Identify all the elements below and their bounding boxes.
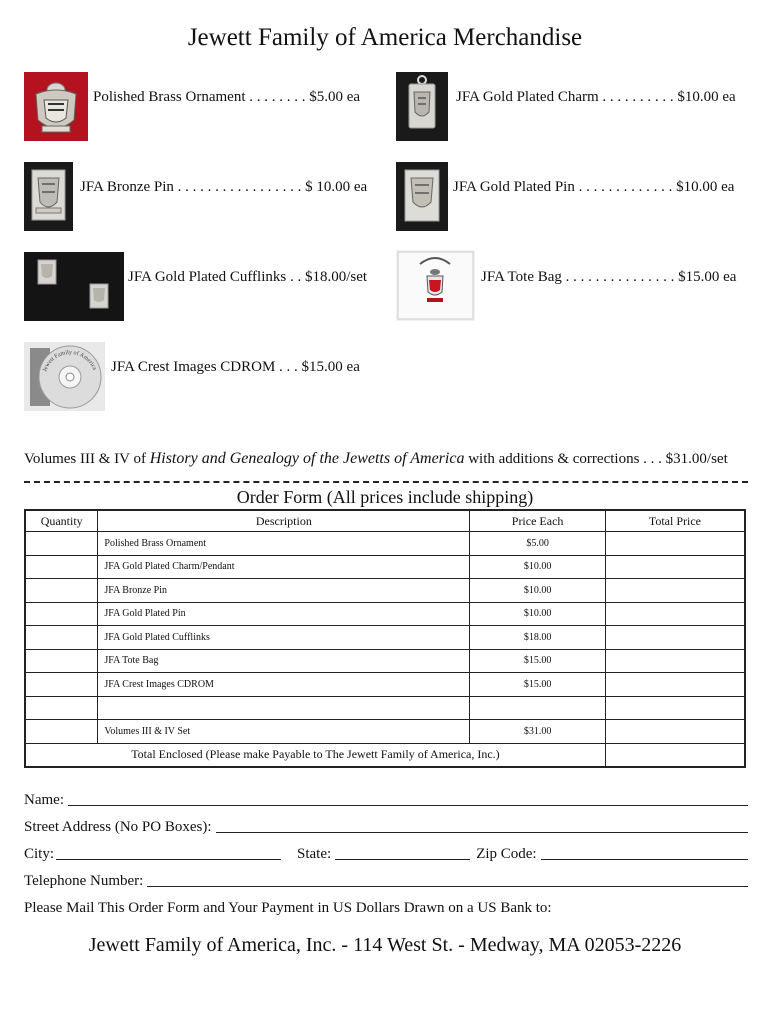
quantity-cell[interactable]	[25, 696, 98, 720]
name-field[interactable]	[68, 804, 748, 806]
description-cell: Volumes III & IV Set	[98, 720, 470, 744]
description-cell	[98, 696, 470, 720]
brass-ornament-image	[24, 72, 88, 141]
product-bronze-pin: JFA Bronze Pin . . . . . . . . . . . . . . . . . $ 10.00 ea	[80, 179, 368, 195]
order-form-table	[24, 509, 746, 768]
cufflinks-image	[24, 252, 124, 321]
product-gold-pin: JFA Gold Plated Pin . . . . . . . . . . . . . $10.00 ea	[453, 179, 735, 195]
header-quantity: Quantity	[25, 510, 98, 532]
product-gold-charm: JFA Gold Plated Charm . . . . . . . . . . $10.00 ea	[456, 89, 736, 105]
table-row	[25, 626, 745, 650]
quantity-cell[interactable]	[25, 720, 98, 744]
table-header-row	[25, 510, 745, 532]
total-cell[interactable]	[605, 602, 745, 626]
gold-pin-image	[396, 162, 448, 231]
product-cufflinks: JFA Gold Plated Cufflinks . . $18.00/set	[128, 269, 368, 285]
total-cell[interactable]	[605, 555, 745, 579]
price-cell: $15.00	[470, 649, 606, 673]
total-enclosed-cell[interactable]	[605, 743, 745, 767]
quantity-cell[interactable]	[25, 626, 98, 650]
volumes-suffix: with additions & corrections . . . $31.00/set	[464, 451, 728, 467]
cut-line-divider	[24, 481, 748, 483]
total-cell[interactable]	[605, 649, 745, 673]
description-cell: JFA Tote Bag	[98, 649, 470, 673]
price-cell	[470, 696, 606, 720]
mail-instruction: Please Mail This Order Form and Your Payment in US Dollars Drawn on a US Bank to:	[24, 900, 552, 916]
product-brass-ornament: Polished Brass Ornament . . . . . . . . $5.00 ea	[93, 89, 361, 105]
gold-charm-image	[396, 72, 448, 141]
state-field[interactable]	[335, 858, 470, 860]
table-row	[25, 720, 745, 744]
description-cell: JFA Gold Plated Pin	[98, 602, 470, 626]
order-form-title: Order Form (All prices include shipping)	[236, 487, 534, 507]
description-cell: JFA Crest Images CDROM	[98, 673, 470, 697]
table-row	[25, 696, 745, 720]
description-cell: Polished Brass Ornament	[98, 532, 470, 556]
price-cell: $10.00	[470, 602, 606, 626]
total-cell[interactable]	[605, 626, 745, 650]
table-row	[25, 673, 745, 697]
table-row	[25, 649, 745, 673]
name-field-row	[24, 792, 748, 809]
street-field-row	[24, 819, 748, 836]
zip-field[interactable]	[541, 858, 748, 860]
cdrom-disc-label: Jewett Family of America	[42, 349, 98, 373]
name-label: Name:	[24, 792, 64, 808]
phone-label: Telephone Number:	[24, 873, 144, 889]
quantity-cell[interactable]	[25, 579, 98, 603]
quantity-cell[interactable]	[25, 649, 98, 673]
volumes-prefix: Volumes III & IV of	[24, 451, 150, 467]
total-cell[interactable]	[605, 673, 745, 697]
volumes-offer	[24, 450, 728, 468]
table-row	[25, 555, 745, 579]
city-label: City:	[24, 846, 55, 862]
mailing-address: Jewett Family of America, Inc. - 114 West St. - Medway, MA 02053-2226	[88, 934, 682, 956]
bronze-pin-image	[24, 162, 73, 231]
total-enclosed-label: Total Enclosed (Please make Payable to The Jewett Family of America, Inc.)	[25, 743, 605, 767]
city-field[interactable]	[56, 858, 281, 860]
description-cell: JFA Gold Plated Charm/Pendant	[98, 555, 470, 579]
quantity-cell[interactable]	[25, 673, 98, 697]
city-state-zip-row	[24, 846, 748, 863]
price-cell: $5.00	[470, 532, 606, 556]
quantity-cell[interactable]	[25, 555, 98, 579]
phone-field-row	[24, 873, 748, 890]
description-cell: JFA Gold Plated Cufflinks	[98, 626, 470, 650]
product-cdrom: JFA Crest Images CDROM . . . $15.00 ea	[111, 359, 360, 375]
phone-field[interactable]	[147, 885, 748, 887]
street-field[interactable]	[216, 831, 749, 833]
description-cell: JFA Bronze Pin	[98, 579, 470, 603]
total-cell[interactable]	[605, 579, 745, 603]
total-row	[25, 743, 745, 767]
volumes-book-title: History and Genealogy of the Jewetts of America	[149, 450, 465, 467]
product-tote-bag: JFA Tote Bag . . . . . . . . . . . . . . . $15.00 ea	[481, 269, 737, 285]
table-row	[25, 532, 745, 556]
table-row	[25, 602, 745, 626]
zip-label: Zip Code:	[476, 846, 537, 862]
page-title: Jewett Family of America Merchandise	[187, 24, 583, 51]
table-row	[25, 579, 745, 603]
state-label: State:	[297, 846, 332, 862]
price-cell: $31.00	[470, 720, 606, 744]
price-cell: $18.00	[470, 626, 606, 650]
price-cell: $15.00	[470, 673, 606, 697]
price-cell: $10.00	[470, 555, 606, 579]
header-price: Price Each	[470, 510, 606, 532]
total-cell[interactable]	[605, 532, 745, 556]
street-label: Street Address (No PO Boxes):	[24, 819, 212, 835]
quantity-cell[interactable]	[25, 532, 98, 556]
price-cell: $10.00	[470, 579, 606, 603]
cdrom-image	[24, 342, 105, 411]
header-description: Description	[98, 510, 470, 532]
header-total: Total Price	[605, 510, 745, 532]
tote-bag-image	[396, 250, 475, 321]
quantity-cell[interactable]	[25, 602, 98, 626]
total-cell[interactable]	[605, 696, 745, 720]
total-cell[interactable]	[605, 720, 745, 744]
